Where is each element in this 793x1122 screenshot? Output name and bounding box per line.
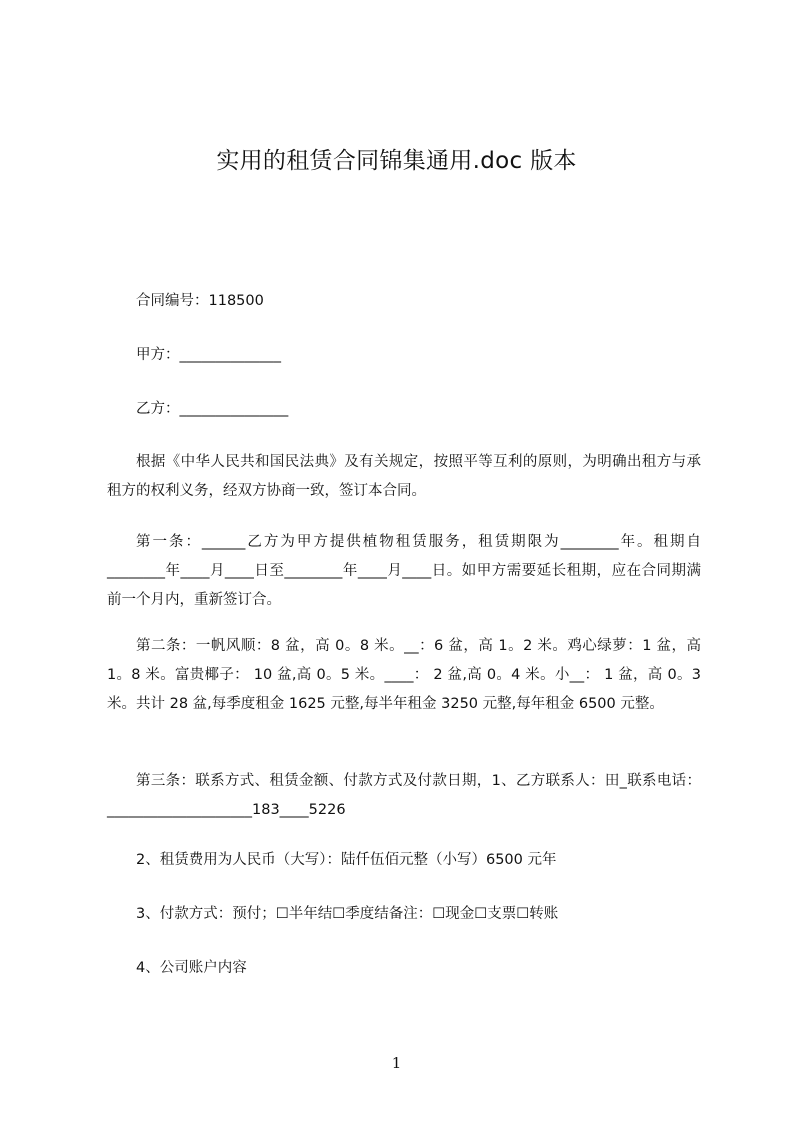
party-a: 甲方：______________	[136, 347, 281, 363]
article-3: 第三条：联系方式、租赁金额、付款方式及付款日期，1、乙方联系人：田_联系电话：____________________183____5226	[107, 773, 701, 818]
item-4-company-account: 4、公司账户内容	[136, 960, 247, 976]
article-2: 第二条：一帆风顺：8 盆，高 0。8 米。__：6 盆，高 1。2 米。鸡心绿萝：1 盆，高 1。8 米。富贵椰子： 10 盆,高 0。5 米。____： 2 盆,高 0。4 米。小__： 1 盆，高 0。3 米。共计 28 盆,每季度租金 1625 元整,每半年租金 3250 元整,每年租金 6500 元整。	[107, 638, 701, 712]
item-2-rent-amount: 2、租赁费用为人民币（大写）：陆仟伍佰元整（小写）6500 元年	[136, 852, 557, 868]
document-title: 实用的租赁合同锦集通用.doc 版本	[216, 148, 577, 174]
party-b: 乙方：_______________	[136, 401, 289, 417]
item-3-payment-method: 3、付款方式：预付；☐半年结☐季度结备注：☐现金☐支票☐转账	[136, 906, 559, 922]
intro-paragraph: 根据《中华人民共和国民法典》及有关规定，按照平等互利的原则，为明确出租方与承租方的权利义务，经双方协商一致，签订本合同。	[107, 454, 701, 499]
contract-number: 合同编号：118500	[136, 293, 264, 309]
page-number: 1	[391, 1054, 402, 1072]
article-1: 第一条：______乙方为甲方提供植物租赁服务，租赁期限为________年。租期自________年____月____日至________年____月____日。如甲方需要延长租期，应在合同期满前一个月内，重新签订合。	[107, 534, 701, 608]
